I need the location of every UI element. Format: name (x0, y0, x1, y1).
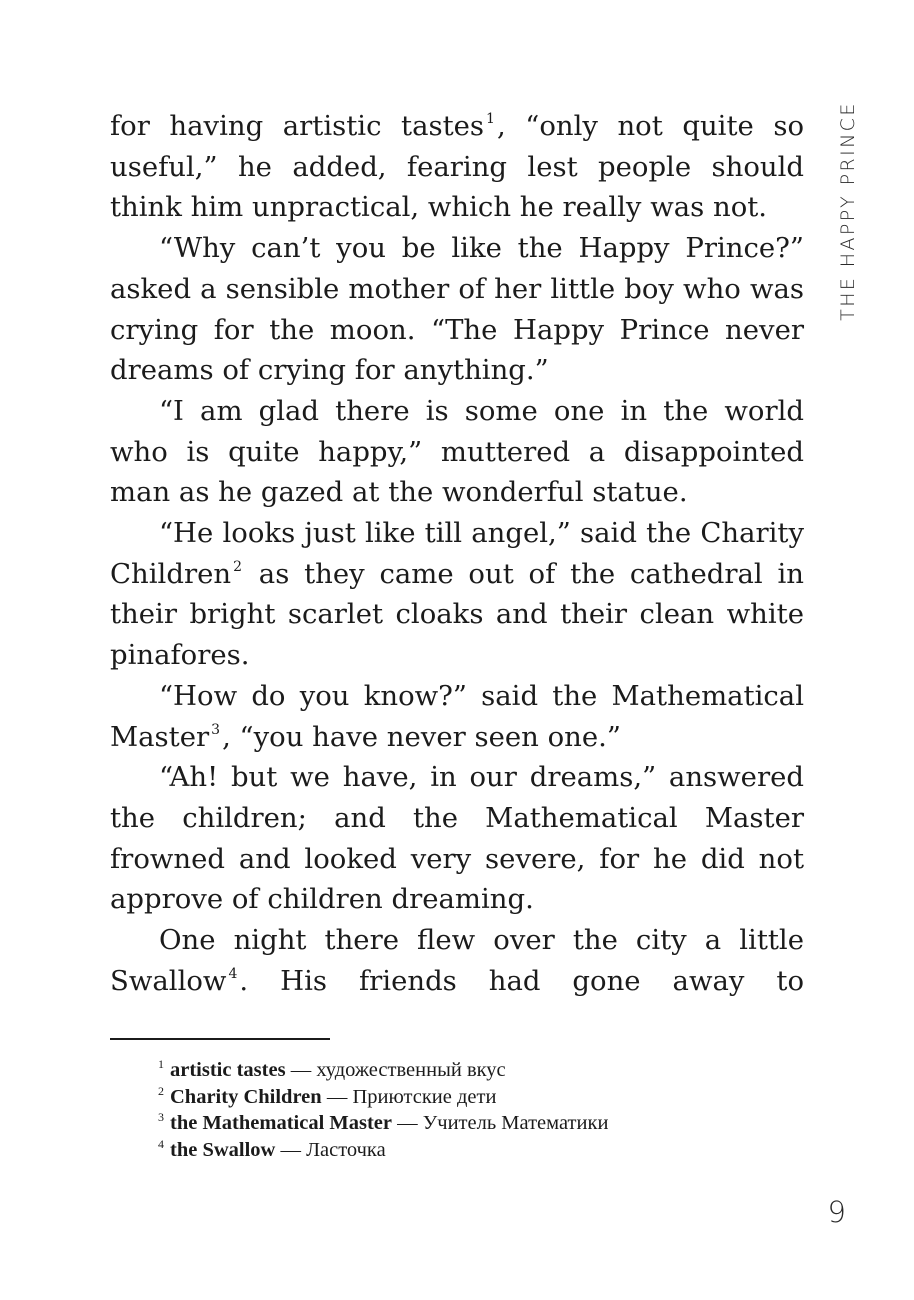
footnotes (158, 1057, 798, 1163)
paragraph-7: One night there flew over the city a little Swallow $^4$. His friends had gone away to (110, 924, 804, 997)
paragraph-2: “Why can’t you be like the Happy Prince?” asked a sensible mother of her little boy who was crying for the moon. “The Happy Prince never dreams of crying for anything.” (110, 232, 804, 387)
paragraph-1: for having artistic tastes $^1$, “only not quite so useful,” he added, fearing lest people should think him unpractical, which he really was not. (110, 110, 804, 224)
paragraph-6: “Ah! but we have, in our dreams,” answered the children; and the Mathematical Master frowned and looked very severe, for he did not approve of children dreaming. (110, 761, 804, 916)
running-head-title: THE HAPPY PRINCE (837, 101, 860, 321)
body-text (110, 106, 804, 1001)
footnote-4: $^4$ the Swallow — Ласточка (158, 1136, 386, 1161)
footnote-ref-4[interactable]: 4 (228, 965, 238, 982)
footnote-ref-1[interactable]: 1 (486, 111, 495, 127)
footnote-1: $^1$ artistic tastes — художественный вкус (158, 1057, 506, 1081)
paragraph-5: “How do you know?” said the Mathematical Master $^3$, “you have never seen one.” (110, 679, 804, 753)
footnote-ref-3[interactable]: 3 (211, 721, 221, 738)
footnote-ref-2[interactable]: 2 (233, 558, 242, 575)
footnote-divider (110, 1038, 330, 1040)
page-number: 9 (827, 1195, 846, 1229)
footnote-3: $^3$ the Mathematical Master — Учитель Математики (158, 1110, 609, 1134)
footnote-2: $^2$ Charity Children — Приютские дети (158, 1083, 497, 1108)
paragraph-3: “I am glad there is some one in the world who is quite happy,” muttered a disappointed man as he gazed at the wonderful statue. (110, 394, 804, 509)
running-head (836, 101, 860, 321)
paragraph-4: “He looks just like till angel,” said the Charity Children $^2$ as they came out of the cathedral in their bright scarlet cloaks and their clean white pinafores. (110, 517, 804, 672)
